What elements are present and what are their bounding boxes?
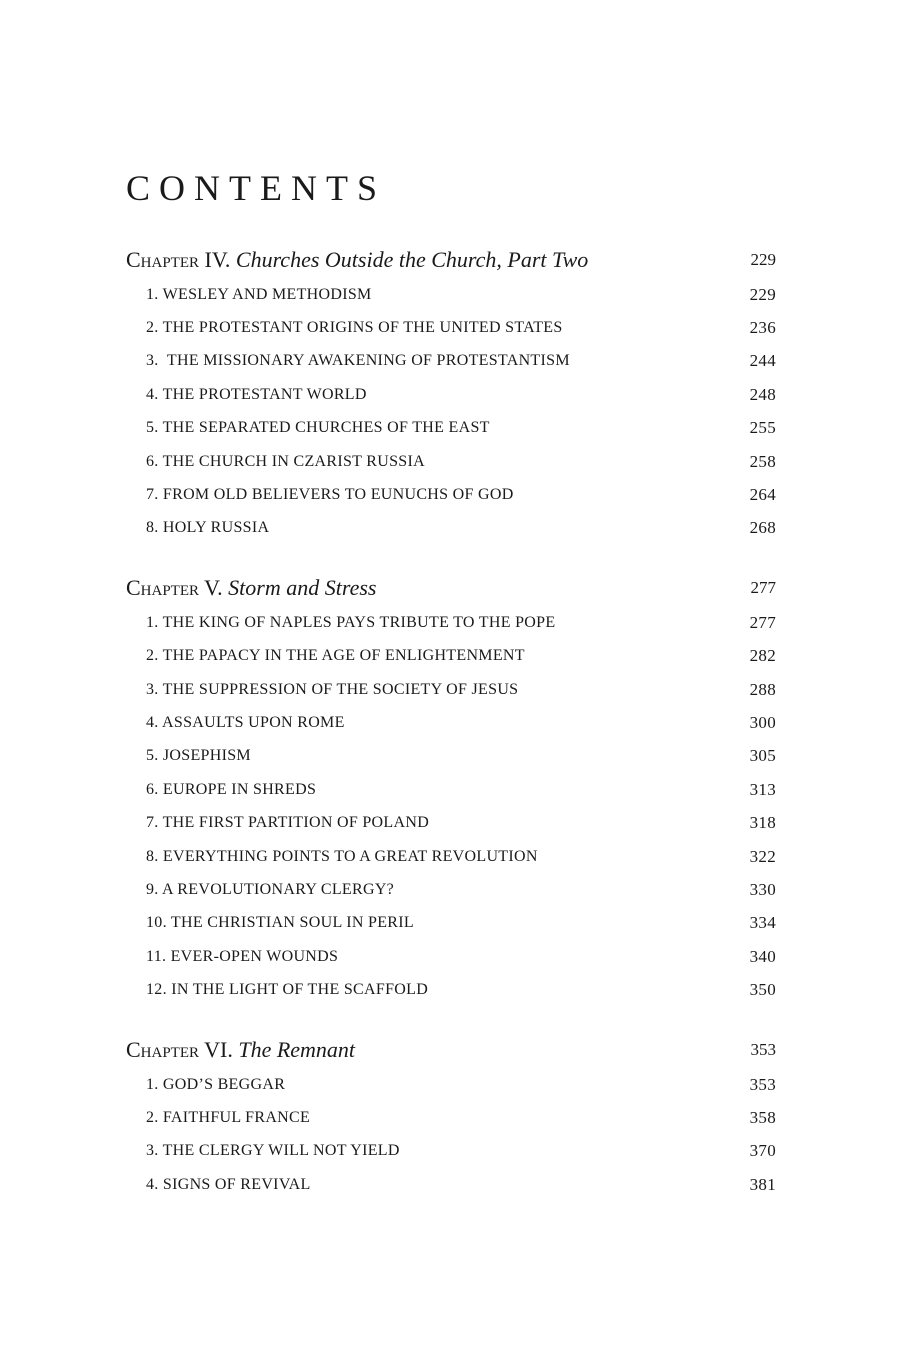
section-entry[interactable] <box>126 445 776 478</box>
section-title: 3. THE MISSIONARY AWAKENING OF PROTESTANTISM <box>146 352 570 370</box>
section-entry[interactable] <box>126 1101 776 1134</box>
section-title: 2. FAITHFUL FRANCE <box>146 1108 311 1126</box>
section-entry[interactable] <box>126 840 776 873</box>
page-number: 236 <box>749 318 776 338</box>
page-number: 258 <box>749 451 776 471</box>
section-title: 2. THE PROTESTANT ORIGINS OF THE UNITED STATES <box>146 319 563 337</box>
page-number: 277 <box>749 612 776 632</box>
page-number: 248 <box>749 384 776 404</box>
section-entry[interactable] <box>126 1068 776 1101</box>
section-title: 4. THE PROTESTANT WORLD <box>146 385 367 403</box>
section-entry[interactable] <box>126 512 776 545</box>
section-title: 7. THE FIRST PARTITION OF POLAND <box>146 814 430 832</box>
section-entry[interactable] <box>126 412 776 445</box>
section-entry[interactable] <box>126 311 776 344</box>
section-entry[interactable] <box>126 907 776 940</box>
section-title: 5. JOSEPHISM <box>146 747 251 765</box>
page-number: 370 <box>749 1141 776 1161</box>
section-title: 6. EUROPE IN SHREDS <box>146 780 317 798</box>
page-number: 358 <box>749 1107 776 1127</box>
chapter-heading <box>126 575 376 601</box>
chapter-heading-row[interactable] <box>126 242 776 278</box>
section-entry[interactable] <box>126 973 776 1006</box>
section-entry[interactable] <box>126 673 776 706</box>
section-title: 9. A REVOLUTIONARY CLERGY? <box>146 880 395 898</box>
section-entry[interactable] <box>126 378 776 411</box>
section-entry[interactable] <box>126 478 776 511</box>
page-number: 264 <box>749 485 776 505</box>
section-title: 4. SIGNS OF REVIVAL <box>146 1175 311 1193</box>
chapter-label: Chapter V. <box>126 575 223 601</box>
chapter-entry <box>126 1032 776 1202</box>
section-title: 3. THE CLERGY WILL NOT YIELD <box>146 1142 400 1160</box>
section-title: 3. THE SUPPRESSION OF THE SOCIETY OF JESUS <box>146 680 519 698</box>
page-number: 322 <box>749 846 776 866</box>
page-number: 288 <box>749 679 776 699</box>
section-entry[interactable] <box>126 740 776 773</box>
page-number: 330 <box>749 879 776 899</box>
section-title: 1. WESLEY AND METHODISM <box>146 285 372 303</box>
section-title: 4. ASSAULTS UPON ROME <box>146 713 345 731</box>
chapter-entry <box>126 570 776 1007</box>
chapter-heading-row[interactable] <box>126 570 776 606</box>
page-number: 244 <box>749 351 776 371</box>
section-entry[interactable] <box>126 873 776 906</box>
page-title: CONTENTS <box>126 168 386 208</box>
section-entry[interactable] <box>126 606 776 639</box>
section-entry[interactable] <box>126 640 776 673</box>
section-entry[interactable] <box>126 345 776 378</box>
section-entry[interactable] <box>126 773 776 806</box>
section-title: 1. GOD’S BEGGAR <box>146 1075 286 1093</box>
page-number: 229 <box>750 250 776 269</box>
section-title: 8. EVERYTHING POINTS TO A GREAT REVOLUTION <box>146 847 538 865</box>
section-entry[interactable] <box>126 706 776 739</box>
page-number: 350 <box>749 980 776 1000</box>
page-number: 282 <box>749 646 776 666</box>
page-number: 229 <box>749 284 776 304</box>
section-title: 10. THE CHRISTIAN SOUL IN PERIL <box>146 914 414 932</box>
section-entry[interactable] <box>126 278 776 311</box>
section-title: 6. THE CHURCH IN CZARIST RUSSIA <box>146 452 425 470</box>
page-number: 353 <box>749 1074 776 1094</box>
section-entry[interactable] <box>126 1168 776 1201</box>
section-title: 7. FROM OLD BELIEVERS TO EUNUCHS OF GOD <box>146 486 514 504</box>
section-entry[interactable] <box>126 806 776 839</box>
chapter-entry <box>126 242 776 545</box>
page-number: 255 <box>749 418 776 438</box>
chapter-title: Storm and Stress <box>228 575 377 601</box>
chapter-title: The Remnant <box>238 1036 356 1062</box>
section-title: 12. IN THE LIGHT OF THE SCAFFOLD <box>146 981 429 999</box>
page-number: 300 <box>749 712 776 732</box>
table-of-contents <box>126 242 776 1201</box>
section-entry[interactable] <box>126 1135 776 1168</box>
section-entry[interactable] <box>126 940 776 973</box>
page-number: 305 <box>749 746 776 766</box>
page-number: 353 <box>750 1039 776 1059</box>
section-title: 1. THE KING OF NAPLES PAYS TRIBUTE TO THE POPE <box>146 613 556 631</box>
chapter-title: Churches Outside the Church, Part Two <box>235 247 589 272</box>
chapter-heading-row[interactable] <box>126 1032 776 1068</box>
section-title: 2. THE PAPACY IN THE AGE OF ENLIGHTENMENT <box>146 647 525 665</box>
page-number: 313 <box>749 779 776 799</box>
chapter-heading <box>126 1037 355 1063</box>
section-title: 11. EVER-OPEN WOUNDS <box>146 947 339 965</box>
chapter-label: Chapter VI. <box>126 1036 233 1062</box>
page-number: 334 <box>749 913 776 933</box>
section-title: 5. THE SEPARATED CHURCHES OF THE EAST <box>146 419 490 437</box>
page-number: 268 <box>749 518 776 538</box>
chapter-label: Chapter IV. <box>126 247 231 272</box>
page-number: 318 <box>749 813 776 833</box>
section-title: 8. HOLY RUSSIA <box>146 519 270 537</box>
page-number: 340 <box>749 946 776 966</box>
page-number: 381 <box>749 1174 776 1194</box>
page-number: 277 <box>750 578 776 598</box>
chapter-heading <box>126 247 588 273</box>
